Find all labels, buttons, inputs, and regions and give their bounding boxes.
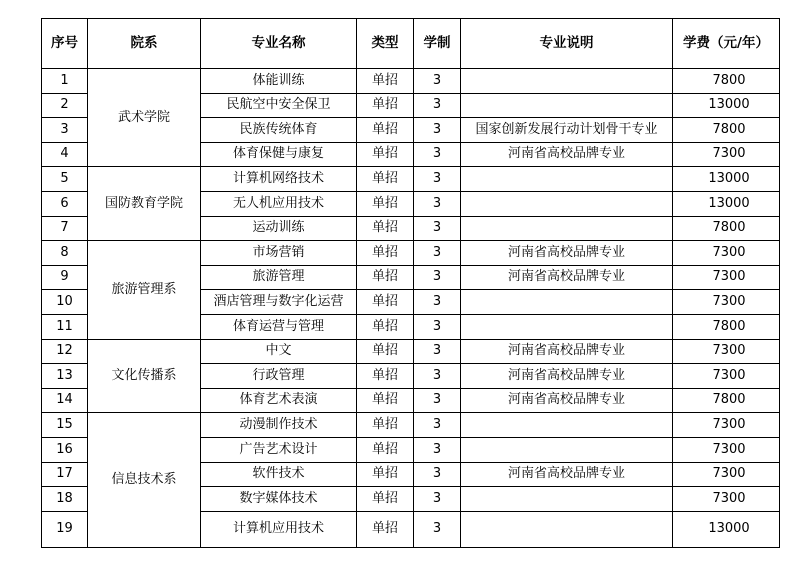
note-cell: 河南省高校品牌专业 — [461, 388, 673, 413]
type-cell: 单招 — [357, 265, 414, 290]
major-cell: 旅游管理 — [201, 265, 357, 290]
note-cell — [461, 437, 673, 462]
row-no: 13 — [42, 364, 88, 389]
fee-cell: 7300 — [673, 413, 780, 438]
row-no: 18 — [42, 487, 88, 512]
note-cell — [461, 290, 673, 315]
major-cell: 行政管理 — [201, 364, 357, 389]
note-cell — [461, 216, 673, 241]
fee-cell: 7300 — [673, 487, 780, 512]
major-cell: 计算机应用技术 — [201, 511, 357, 547]
fee-cell: 7800 — [673, 314, 780, 339]
type-cell: 单招 — [357, 142, 414, 167]
header-type: 类型 — [357, 19, 414, 69]
type-cell: 单招 — [357, 487, 414, 512]
row-no: 17 — [42, 462, 88, 487]
type-cell: 单招 — [357, 437, 414, 462]
fee-cell: 13000 — [673, 93, 780, 118]
type-cell: 单招 — [357, 93, 414, 118]
major-cell: 体能训练 — [201, 69, 357, 94]
fee-cell: 7800 — [673, 216, 780, 241]
years-cell: 3 — [414, 167, 461, 192]
major-cell: 数字媒体技术 — [201, 487, 357, 512]
major-cell: 无人机应用技术 — [201, 191, 357, 216]
note-cell: 河南省高校品牌专业 — [461, 241, 673, 266]
type-cell: 单招 — [357, 118, 414, 143]
note-cell — [461, 413, 673, 438]
note-cell: 河南省高校品牌专业 — [461, 462, 673, 487]
years-cell: 3 — [414, 241, 461, 266]
years-cell: 3 — [414, 339, 461, 364]
major-cell: 酒店管理与数字化运营 — [201, 290, 357, 315]
table-row — [42, 241, 780, 266]
fee-cell: 7300 — [673, 339, 780, 364]
fee-cell: 13000 — [673, 167, 780, 192]
header-note: 专业说明 — [461, 19, 673, 69]
row-no: 12 — [42, 339, 88, 364]
note-cell — [461, 167, 673, 192]
major-cell: 运动训练 — [201, 216, 357, 241]
note-cell — [461, 314, 673, 339]
fee-cell: 13000 — [673, 191, 780, 216]
row-no: 4 — [42, 142, 88, 167]
years-cell: 3 — [414, 191, 461, 216]
type-cell: 单招 — [357, 216, 414, 241]
years-cell: 3 — [414, 388, 461, 413]
years-cell: 3 — [414, 487, 461, 512]
years-cell: 3 — [414, 314, 461, 339]
row-no: 6 — [42, 191, 88, 216]
fee-cell: 7300 — [673, 364, 780, 389]
note-cell: 河南省高校品牌专业 — [461, 339, 673, 364]
years-cell: 3 — [414, 69, 461, 94]
dept-cell: 文化传播系 — [88, 339, 201, 413]
note-cell — [461, 93, 673, 118]
type-cell: 单招 — [357, 290, 414, 315]
fee-cell: 7800 — [673, 118, 780, 143]
note-cell — [461, 69, 673, 94]
fee-cell: 7800 — [673, 388, 780, 413]
major-cell: 体育运营与管理 — [201, 314, 357, 339]
note-cell: 国家创新发展行动计划骨干专业 — [461, 118, 673, 143]
note-cell: 河南省高校品牌专业 — [461, 364, 673, 389]
fee-cell: 7300 — [673, 437, 780, 462]
fee-cell: 7300 — [673, 462, 780, 487]
row-no: 10 — [42, 290, 88, 315]
type-cell: 单招 — [357, 364, 414, 389]
dept-cell: 信息技术系 — [88, 413, 201, 547]
years-cell: 3 — [414, 511, 461, 547]
fee-cell: 7300 — [673, 265, 780, 290]
type-cell: 单招 — [357, 339, 414, 364]
type-cell: 单招 — [357, 167, 414, 192]
row-no: 7 — [42, 216, 88, 241]
header-fee: 学费（元/年） — [673, 19, 780, 69]
note-cell — [461, 487, 673, 512]
years-cell: 3 — [414, 437, 461, 462]
table-row — [42, 413, 780, 438]
note-cell: 河南省高校品牌专业 — [461, 142, 673, 167]
dept-cell: 国防教育学院 — [88, 167, 201, 241]
header-row — [42, 19, 780, 69]
fee-cell: 13000 — [673, 511, 780, 547]
header-no: 序号 — [42, 19, 88, 69]
fee-cell: 7300 — [673, 241, 780, 266]
major-cell: 动漫制作技术 — [201, 413, 357, 438]
major-cell: 市场营销 — [201, 241, 357, 266]
type-cell: 单招 — [357, 241, 414, 266]
years-cell: 3 — [414, 364, 461, 389]
row-no: 1 — [42, 69, 88, 94]
major-cell: 体育保健与康复 — [201, 142, 357, 167]
row-no: 19 — [42, 511, 88, 547]
years-cell: 3 — [414, 462, 461, 487]
type-cell: 单招 — [357, 413, 414, 438]
note-cell — [461, 511, 673, 547]
table-row — [42, 167, 780, 192]
note-cell — [461, 191, 673, 216]
major-cell: 民航空中安全保卫 — [201, 93, 357, 118]
major-cell: 计算机网络技术 — [201, 167, 357, 192]
row-no: 5 — [42, 167, 88, 192]
dept-cell: 武术学院 — [88, 69, 201, 167]
major-cell: 软件技术 — [201, 462, 357, 487]
header-years: 学制 — [414, 19, 461, 69]
years-cell: 3 — [414, 265, 461, 290]
major-cell: 广告艺术设计 — [201, 437, 357, 462]
row-no: 3 — [42, 118, 88, 143]
years-cell: 3 — [414, 93, 461, 118]
row-no: 2 — [42, 93, 88, 118]
row-no: 11 — [42, 314, 88, 339]
row-no: 16 — [42, 437, 88, 462]
table-row — [42, 339, 780, 364]
header-major: 专业名称 — [201, 19, 357, 69]
major-cell: 中文 — [201, 339, 357, 364]
table-row — [42, 69, 780, 94]
years-cell: 3 — [414, 216, 461, 241]
years-cell: 3 — [414, 290, 461, 315]
dept-cell: 旅游管理系 — [88, 241, 201, 339]
row-no: 9 — [42, 265, 88, 290]
fee-cell: 7800 — [673, 69, 780, 94]
row-no: 14 — [42, 388, 88, 413]
fee-cell: 7300 — [673, 142, 780, 167]
years-cell: 3 — [414, 118, 461, 143]
header-dept: 院系 — [88, 19, 201, 69]
fee-cell: 7300 — [673, 290, 780, 315]
type-cell: 单招 — [357, 191, 414, 216]
note-cell: 河南省高校品牌专业 — [461, 265, 673, 290]
row-no: 8 — [42, 241, 88, 266]
type-cell: 单招 — [357, 69, 414, 94]
tuition-table — [41, 18, 780, 548]
major-cell: 民族传统体育 — [201, 118, 357, 143]
years-cell: 3 — [414, 142, 461, 167]
type-cell: 单招 — [357, 511, 414, 547]
type-cell: 单招 — [357, 462, 414, 487]
type-cell: 单招 — [357, 388, 414, 413]
major-cell: 体育艺术表演 — [201, 388, 357, 413]
row-no: 15 — [42, 413, 88, 438]
years-cell: 3 — [414, 413, 461, 438]
type-cell: 单招 — [357, 314, 414, 339]
